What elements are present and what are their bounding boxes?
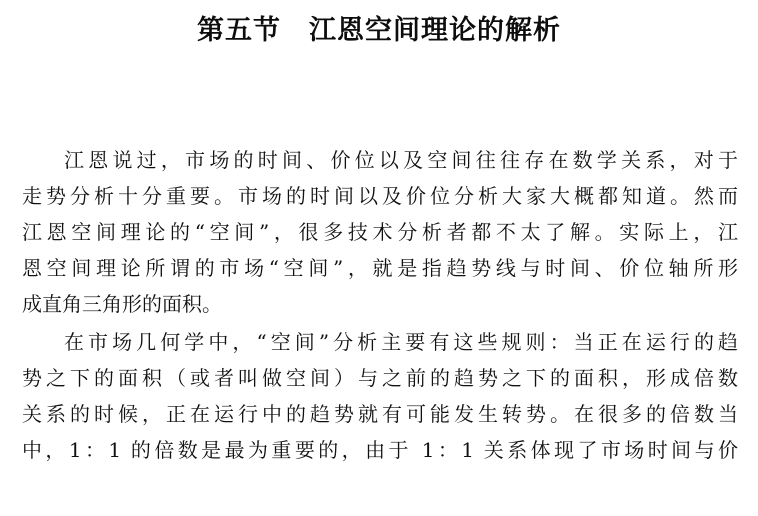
paragraph-1 bbox=[22, 142, 738, 322]
paragraph-2-line-1: 在市场几何学中，“空间”分析主要有这些规则：当正在运行的趋 bbox=[64, 330, 738, 354]
paragraph-1-line-5: 成直角三角形的面积。 bbox=[22, 292, 222, 316]
paragraph-1-line-2: 走势分析十分重要。市场的时间以及价位分析大家大概都知道。然而 bbox=[22, 184, 738, 208]
paragraph-1-line-1: 江恩说过，市场的时间、价位以及空间往往存在数学关系，对于 bbox=[64, 148, 738, 172]
paragraph-2 bbox=[22, 324, 738, 468]
paragraph-1-line-3: 江恩空间理论的“空间”，很多技术分析者都不太了解。实际上，江 bbox=[22, 220, 738, 244]
paragraph-2-line-3: 关系的时候，正在运行中的趋势就有可能发生转势。在很多的倍数当 bbox=[22, 402, 738, 426]
paragraph-2-line-4: 中，1：1 的倍数是最为重要的，由于 1：1 关系体现了市场时间与价 bbox=[22, 438, 738, 462]
paragraph-1-line-4: 恩空间理论所谓的市场“空间”，就是指趋势线与时间、价位轴所形 bbox=[22, 256, 738, 280]
section-heading: 第五节 江恩空间理论的解析 bbox=[197, 15, 561, 46]
body-text bbox=[22, 142, 738, 468]
paragraph-2-line-2: 势之下的面积（或者叫做空间）与之前的趋势之下的面积，形成倍数 bbox=[22, 366, 738, 390]
